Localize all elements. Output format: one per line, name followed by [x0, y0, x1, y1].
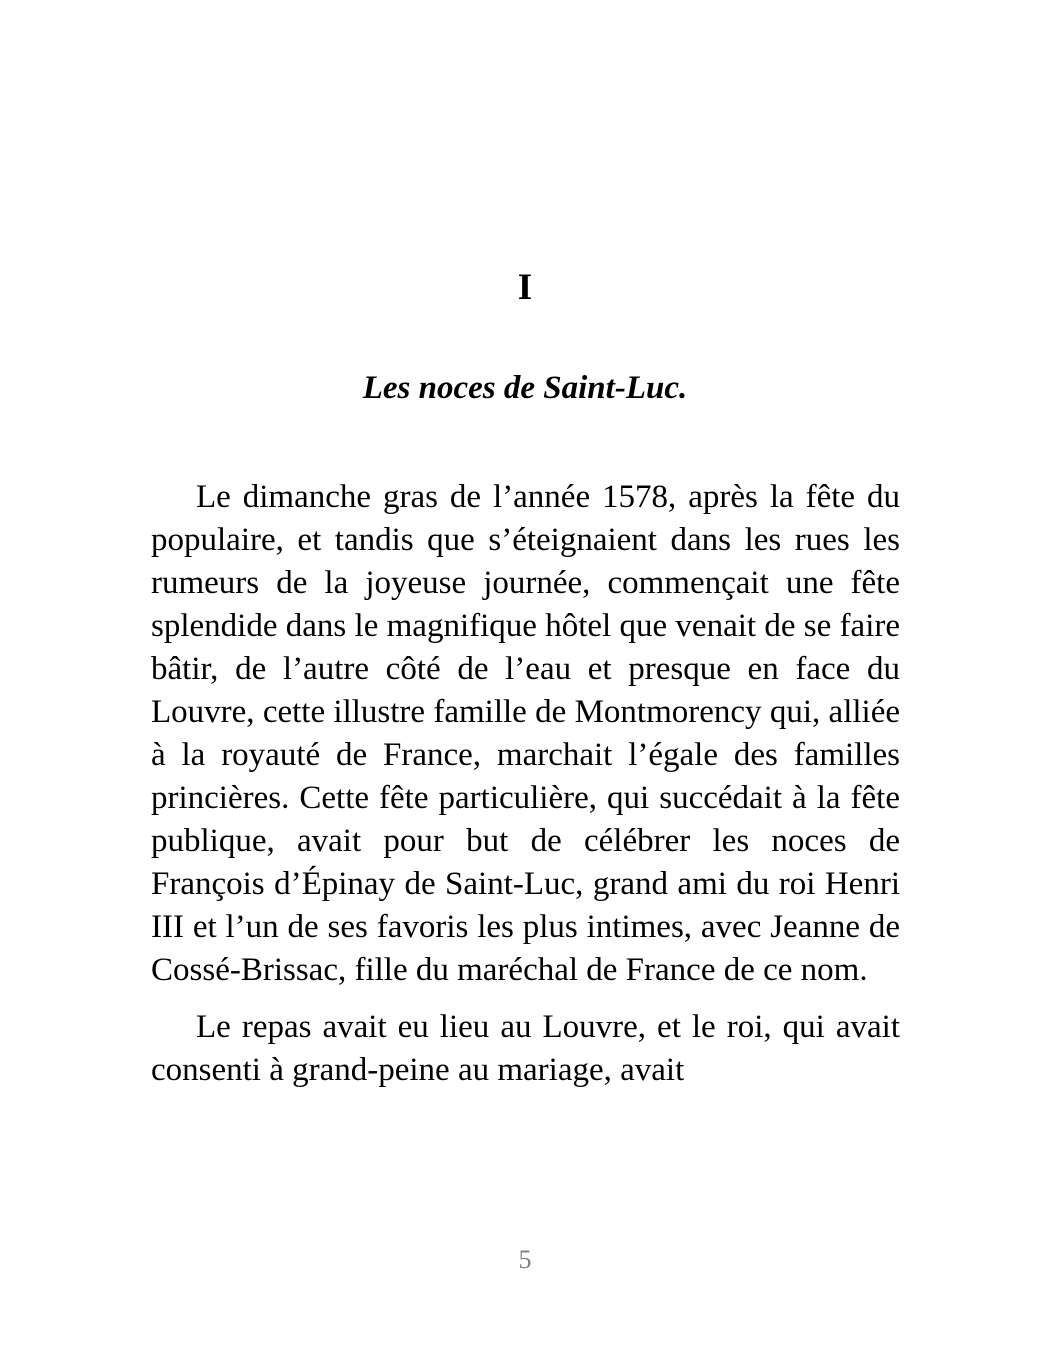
chapter-number: I [517, 267, 533, 308]
paragraph-1: Le dimanche gras de l’année 1578, après la fête du populaire, et tandis que s’éteignaient dans les rues les rumeurs de la joyeuse journée, commençait une fête splendide dans le magnifique hôtel que venait de se faire bâtir, de l’autre côté de l’eau et presque en face du Louvre, cette illustre famille de Montmorency qui, alliée à la royauté de France, marchait l’égale des familles princières. Cette fête particulière, qui succédait à la fête publique, avait pour but de célébrer les noces de François d’Épinay de Saint-Luc, grand ami du roi Henri III et l’un de ses favoris les plus intimes, avec Jeanne de Cossé-Brissac, fille du maréchal de France de ce nom. [151, 479, 900, 988]
chapter-title: Les noces de Saint-Luc. [362, 370, 688, 406]
body-text [151, 476, 900, 1106]
page-number: 5 [518, 1245, 532, 1274]
paragraph-2: Le repas avait eu lieu au Louvre, et le roi, qui avait consenti à grand-peine au mariage, avait [151, 1009, 900, 1088]
